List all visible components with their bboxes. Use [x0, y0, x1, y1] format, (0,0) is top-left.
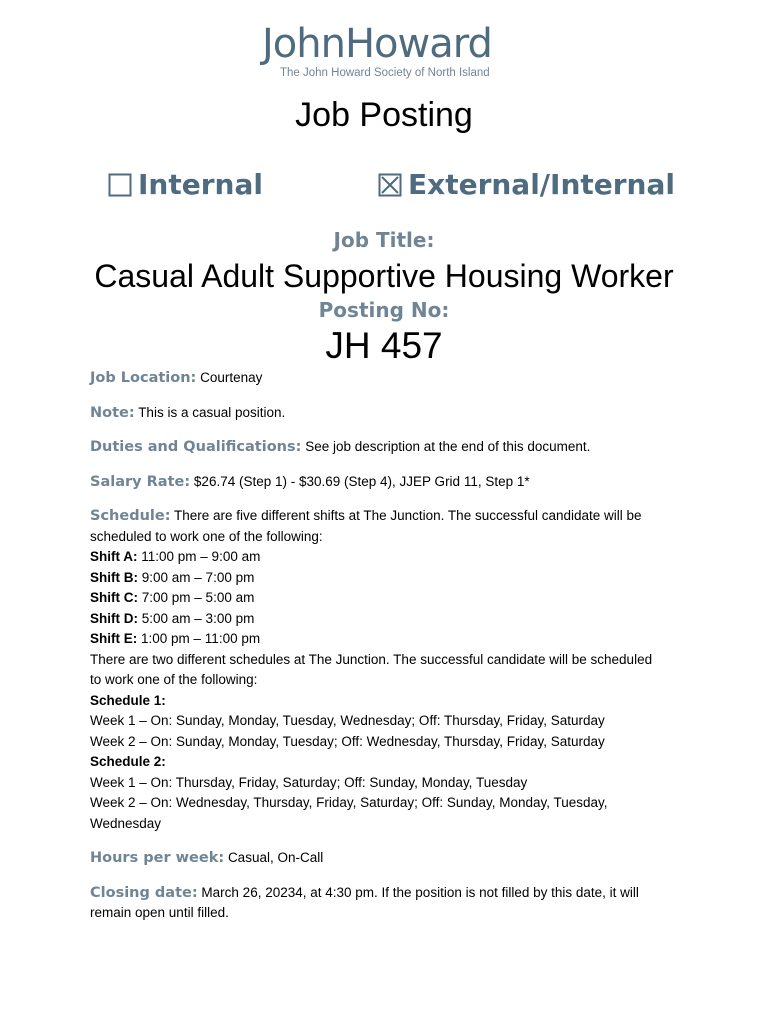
salary-value: $26.74 (Step 1) - $30.69 (Step 4), JJEP Grid 11, Step 1*: [193, 473, 530, 489]
shift-time: 5:00 am – 3:00 pm: [141, 610, 255, 626]
closing-date-field: [90, 883, 680, 924]
shift-line: [90, 629, 680, 650]
hours-field: [90, 848, 680, 869]
salary-label: Salary Rate:: [90, 473, 191, 490]
duties-field: [90, 437, 680, 458]
posting-type-row: [0, 168, 768, 212]
hours-value: Casual, On-Call: [227, 850, 324, 865]
shift-time: 11:00 pm – 9:00 am: [141, 549, 261, 564]
schedule-2-week-1: Week 1 – On: Thursday, Friday, Saturday; Off: Sunday, Monday, Tuesday: [90, 774, 528, 790]
schedule-intro-line-2: scheduled to work one of the following:: [90, 528, 323, 544]
logo-subtitle: The John Howard Society of North Island: [280, 67, 490, 79]
shift-time: 1:00 pm – 11:00 pm: [141, 631, 261, 646]
schedule-1-week-1: Week 1 – On: Sunday, Monday, Tuesday, Wednesday; Off: Thursday, Friday, Saturday: [90, 713, 605, 728]
job-title-label: Job Title:: [333, 228, 435, 252]
duties-value: See job description at the end of this document.: [305, 439, 591, 454]
shift-name: Shift B:: [90, 569, 138, 585]
shift-time: 7:00 pm – 5:00 am: [141, 590, 255, 605]
posting-no-value: JH 457: [325, 325, 443, 366]
job-title-value: Casual Adult Supportive Housing Worker: [94, 258, 674, 294]
schedule-intro-line-1: [90, 506, 680, 527]
schedule-field: [90, 506, 680, 834]
job-location-value: Courtenay: [200, 370, 263, 385]
duties-label: Duties and Qualifications:: [90, 439, 302, 455]
note-field: [90, 403, 680, 424]
posting-details: [90, 368, 680, 924]
shift-line: [90, 588, 680, 609]
logo-wordmark: JohnHoward: [262, 21, 492, 67]
checked-checkbox-icon: [378, 173, 402, 197]
schedule-1-title: Schedule 1:: [90, 692, 166, 708]
closing-line-2: remain open until filled.: [90, 905, 229, 920]
shift-name: Shift D:: [90, 610, 138, 626]
job-location-label: Job Location:: [90, 370, 197, 386]
posting-no-label: Posting No:: [318, 298, 450, 322]
shift-name: Shift A:: [90, 549, 138, 564]
schedule-2-title: Schedule 2:: [90, 754, 166, 769]
schedule-2-week-2-line-1: Week 2 – On: Wednesday, Thursday, Friday, Saturday; Off: Sunday, Monday, Tuesday,: [90, 795, 608, 810]
internal-label: Internal: [138, 168, 263, 201]
shift-line: [90, 547, 680, 568]
schedules-intro-line-2: to work one of the following:: [90, 672, 258, 687]
note-label: Note:: [90, 404, 135, 421]
hours-label: Hours per week:: [90, 850, 225, 866]
shift-name: Shift E:: [90, 631, 138, 646]
page-title: Job Posting: [295, 96, 473, 134]
shift-line: [90, 609, 680, 630]
internal-option: [108, 168, 263, 201]
schedule-2-week-2-line-2: Wednesday: [90, 815, 162, 831]
closing-line-1: [90, 883, 680, 904]
schedule-label: Schedule:: [90, 508, 171, 524]
closing-date-label: Closing date:: [90, 884, 198, 901]
schedule-1-week-2: Week 2 – On: Sunday, Monday, Tuesday; Off: Wednesday, Thursday, Friday, Saturday: [90, 733, 605, 749]
note-value: This is a casual position.: [138, 404, 286, 420]
schedule-intro-text-1: There are five different shifts at The Junction. The successful candidate will be: [174, 508, 642, 523]
external-internal-option: [378, 168, 675, 201]
schedules-intro-line-1: There are two different schedules at The Junction. The successful candidate will be scheduled: [90, 651, 653, 667]
john-howard-logo: [262, 22, 522, 80]
closing-date-value: March 26, 20234, at 4:30 pm. If the position is not filled by this date, it will: [201, 884, 639, 900]
shift-time: 9:00 am – 7:00 pm: [141, 569, 255, 585]
shift-name: Shift C:: [90, 590, 138, 605]
shift-line: [90, 568, 680, 589]
unchecked-checkbox-icon: [108, 173, 132, 197]
job-location-field: [90, 368, 680, 389]
external-internal-label: External/Internal: [408, 168, 675, 201]
salary-field: [90, 472, 680, 493]
